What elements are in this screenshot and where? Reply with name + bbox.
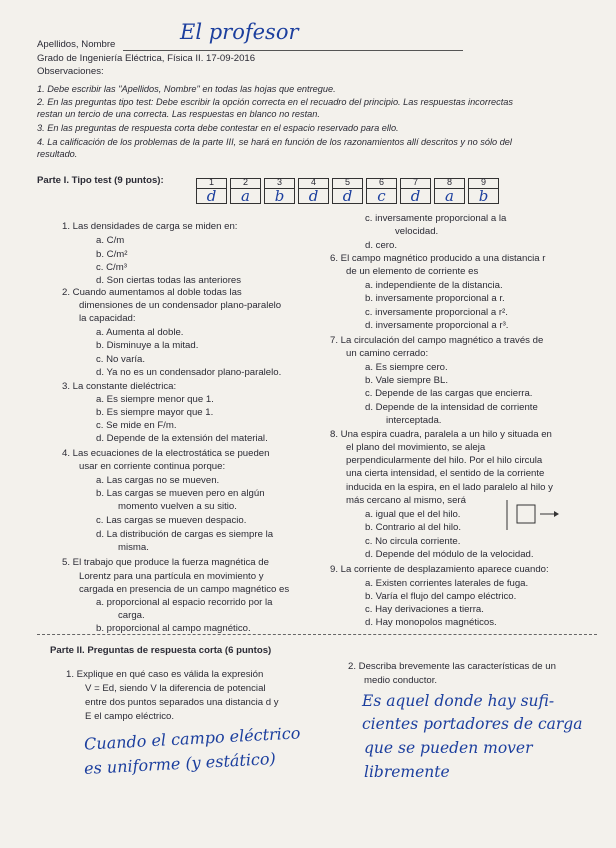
q5-stem-2: Lorentz para una partícula en movimiento y (79, 571, 264, 582)
q7-stem-1: 7. La circulación del campo magnético a través de (330, 335, 544, 346)
q8-stem-2: el plano del movimiento, se aleja (346, 442, 486, 453)
q1-option-a[interactable]: a. C/m (96, 235, 125, 246)
q8-stem-4: una cierta intensidad, el sentido de la corriente (346, 468, 545, 479)
q4-option-b-cont: momento vuelven a su sitio. (118, 501, 237, 512)
answer-box-9[interactable]: 9 b (468, 178, 499, 204)
observation-4: 4. La calificación de los problemas de la parte III, se hará en función de los razonamientos allí descritos y no sólo del (37, 137, 512, 147)
q5-option-c[interactable]: c. inversamente proporcional a la (365, 213, 507, 224)
q1-stem: 1. Las densidades de carga se miden en: (62, 221, 238, 232)
q9-option-d[interactable]: d. Hay monopolos magnéticos. (365, 617, 497, 628)
q6-option-a[interactable]: a. independiente de la distancia. (365, 280, 503, 291)
q2-option-b[interactable]: b. Disminuye a la mitad. (96, 340, 199, 351)
q4-option-d-cont: misma. (118, 542, 149, 553)
q5-option-d[interactable]: d. cero. (365, 240, 397, 251)
q8-stem-1: 8. Una espira cuadra, paralela a un hilo y situada en (330, 429, 552, 440)
q9-stem: 9. La corriente de desplazamiento aparece cuando: (330, 564, 549, 575)
q2-stem-3: la capacidad: (79, 313, 136, 324)
p2-q1-answer-1: Cuando el campo eléctrico (83, 723, 301, 754)
part1-title: Parte I. Tipo test (9 puntos): (37, 175, 164, 186)
q2-option-a[interactable]: a. Aumenta al doble. (96, 327, 184, 338)
q8-stem-6: más cercano al mismo, será (346, 495, 466, 506)
p2-q2-line-2: medio conductor. (364, 675, 438, 686)
q5-option-a-cont: carga. (118, 610, 145, 621)
course-line: Grado de Ingeniería Eléctrica, Física II. 17-09-2016 (37, 53, 256, 64)
p2-q1-answer-2: es uniforme (y estático) (83, 748, 277, 779)
wire-loop-figure (500, 498, 564, 532)
q5-stem-1: 5. El trabajo que produce la fuerza magnética de (62, 557, 269, 568)
observation-2: 2. En las preguntas tipo test: Debe escribir la opción correcta en el recuadro del principio. Las respuestas incorrectas (37, 97, 513, 107)
q8-option-a[interactable]: a. igual que el del hilo. (365, 509, 461, 520)
q7-option-b[interactable]: b. Vale siempre BL. (365, 375, 449, 386)
q4-option-c[interactable]: c. Las cargas se mueven despacio. (96, 515, 247, 526)
q5-stem-3: cargada en presencia de un campo magnético es (79, 584, 290, 595)
q2-option-d[interactable]: d. Ya no es un condensador plano-paralelo. (96, 367, 282, 378)
q8-option-b[interactable]: b. Contrario al del hilo. (365, 522, 461, 533)
q3-option-d[interactable]: d. Depende de la extensión del material. (96, 433, 268, 444)
q6-stem-2: de un elemento de corriente es (346, 266, 479, 277)
observation-3: 3. En las preguntas de respuesta corta debe contestar en el espacio reservado para ello. (37, 123, 399, 133)
p2-q2-answer-3: que se pueden mover (364, 739, 533, 757)
q8-stem-3: perpendicularmente del hilo. Por el hilo circula (346, 455, 543, 466)
q2-stem-1: 2. Cuando aumentamos al doble todas las (62, 287, 242, 298)
q5-option-b[interactable]: b. proporcional al campo magnético. (96, 623, 251, 634)
q4-stem-1: 4. Las ecuaciones de la electrostática se pueden (62, 448, 270, 459)
q3-option-b[interactable]: b. Es siempre mayor que 1. (96, 407, 214, 418)
observation-1: 1. Debe escribir las "Apellidos, Nombre" en todas las hojas que entregue. (37, 84, 336, 94)
q2-stem-2: dimensiones de un condensador plano-paralelo (79, 300, 282, 311)
q4-option-b[interactable]: b. Las cargas se mueven pero en algún (96, 488, 265, 499)
q6-option-d[interactable]: d. inversamente proporcional a r³. (365, 320, 509, 331)
answer-grid (196, 178, 500, 208)
name-underline (123, 50, 463, 51)
observation-2b: restan un tercio de una correcta. Las respuestas en blanco no restan. (37, 109, 320, 119)
q9-option-b[interactable]: b. Varía el flujo del campo eléctrico. (365, 591, 517, 602)
q1-option-c[interactable]: c. C/m³ (96, 262, 127, 273)
p2-q1-line-1: 1. Explique en qué caso es válida la expresión (66, 669, 264, 680)
q1-option-d[interactable]: d. Son ciertas todas las anteriores (96, 275, 242, 286)
p2-q2-answer-2: cientes portadores de carga (362, 715, 583, 733)
answer-box-1[interactable]: 1 d (196, 178, 227, 204)
q6-option-c[interactable]: c. inversamente proporcional a r². (365, 307, 508, 318)
p2-q1-line-4: E el campo eléctrico. (85, 711, 175, 722)
q8-option-c[interactable]: c. No circula corriente. (365, 536, 461, 547)
q2-option-c[interactable]: c. No varía. (96, 354, 146, 365)
answer-box-5[interactable]: 5 d (332, 178, 363, 204)
answer-box-6[interactable]: 6 c (366, 178, 397, 204)
p2-q2-answer-1: Es aquel donde hay sufi- (362, 692, 555, 710)
answer-box-2[interactable]: 2 a (230, 178, 261, 204)
q3-option-a[interactable]: a. Es siempre menor que 1. (96, 394, 214, 405)
q7-option-d-cont: interceptada. (386, 415, 442, 426)
q9-option-a[interactable]: a. Existen corrientes laterales de fuga. (365, 578, 529, 589)
loop-square (517, 505, 535, 523)
q6-stem-1: 6. El campo magnético producido a una distancia r (330, 253, 546, 264)
part2-title: Parte II. Preguntas de respuesta corta (6 puntos) (50, 645, 272, 656)
answer-box-7[interactable]: 7 d (400, 178, 431, 204)
q4-stem-2: usar en corriente continua porque: (79, 461, 226, 472)
q5-option-c-cont: velocidad. (395, 226, 439, 237)
answer-box-8[interactable]: 8 a (434, 178, 465, 204)
p2-q2-line-1: 2. Describa brevemente las características de un (348, 661, 556, 672)
part2-divider (37, 634, 597, 635)
q7-option-d[interactable]: d. Depende de la intensidad de corriente (365, 402, 538, 413)
answer-box-4[interactable]: 4 d (298, 178, 329, 204)
q4-option-d[interactable]: d. La distribución de cargas es siempre la (96, 529, 274, 540)
q3-option-c[interactable]: c. Se mide en F/m. (96, 420, 177, 431)
q1-option-b[interactable]: b. C/m² (96, 249, 128, 260)
observation-4b: resultado. (37, 149, 78, 159)
q4-option-a[interactable]: a. Las cargas no se mueven. (96, 475, 220, 486)
q3-stem: 3. La constante dieléctrica: (62, 381, 177, 392)
q7-option-a[interactable]: a. Es siempre cero. (365, 362, 448, 373)
p2-q1-line-3: entre dos puntos separados una distancia d y (85, 697, 279, 708)
q5-option-a[interactable]: a. proporcional al espacio recorrido por la (96, 597, 273, 608)
name-value: El profesor (180, 20, 299, 44)
p2-q1-line-2: V = Ed, siendo V la diferencia de potencial (85, 683, 266, 694)
p2-q2-answer-4: libremente (364, 763, 450, 781)
velocity-arrow-head (554, 511, 559, 517)
answer-box-3[interactable]: 3 b (264, 178, 295, 204)
q8-stem-5: inducida en la espira, en el lado paralelo al hilo y (346, 482, 553, 493)
q6-option-b[interactable]: b. inversamente proporcional a r. (365, 293, 505, 304)
name-label: Apellidos, Nombre (37, 39, 116, 50)
observations-label: Observaciones: (37, 66, 104, 77)
q7-stem-2: un camino cerrado: (346, 348, 429, 359)
q7-option-c[interactable]: c. Depende de las cargas que encierra. (365, 388, 533, 399)
q9-option-c[interactable]: c. Hay derivaciones a tierra. (365, 604, 484, 615)
q8-option-d[interactable]: d. Depende del módulo de la velocidad. (365, 549, 534, 560)
